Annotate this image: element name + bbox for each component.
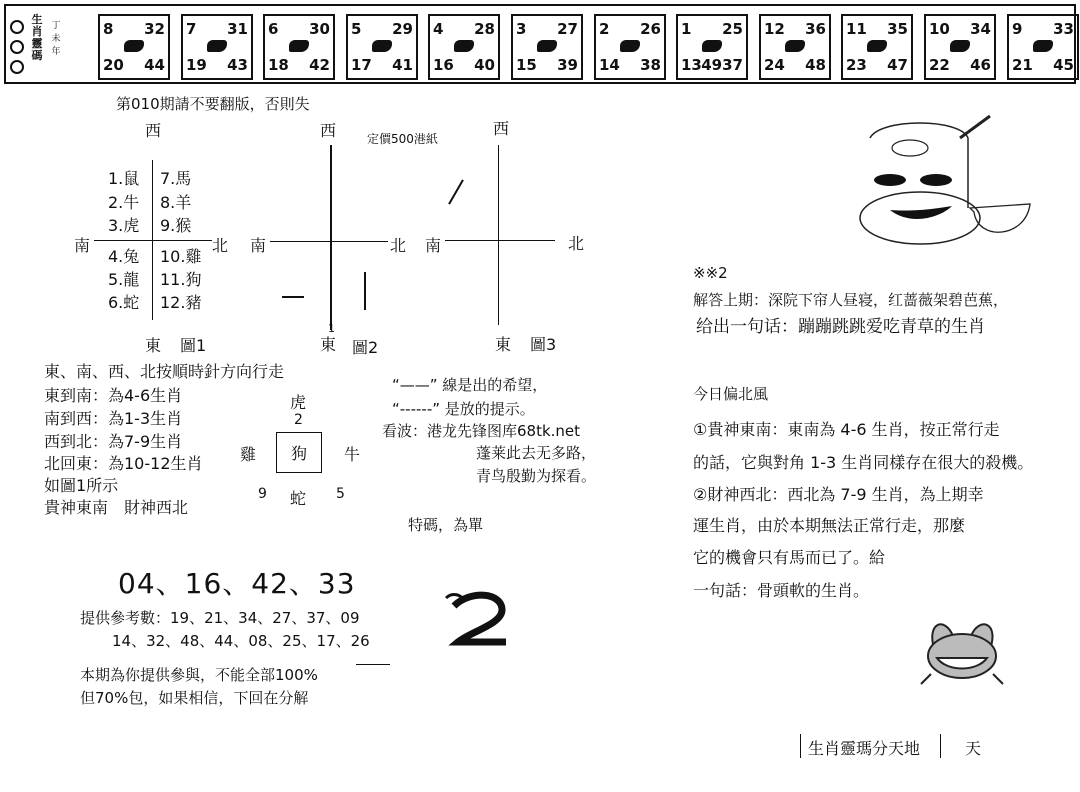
dragon-two-emblem: [440, 588, 520, 648]
zodiac-number-box: [924, 14, 996, 80]
box-number: 22: [929, 56, 950, 74]
hint-source: 看波：港龙先锋图库68tk.net: [382, 422, 581, 440]
box-number: 48: [805, 56, 826, 74]
zodiac-animal-icon: [372, 40, 392, 52]
zodiac-item: 3.虎: [108, 216, 140, 235]
rule-line: 西到北：為7-9生肖: [44, 432, 183, 451]
box-number: 10: [929, 20, 950, 38]
box-number: 14: [599, 56, 620, 74]
analysis-line: ①貴神東南：東南為 4-6 生肖，按正常行走: [693, 420, 1000, 439]
ring-icon: [10, 20, 24, 34]
cross-bottom: 蛇: [290, 489, 307, 508]
poem-line: 青鸟殷勤为探看。: [476, 467, 597, 485]
binder-rings: [10, 20, 24, 80]
zodiac-item: 7.馬: [160, 169, 192, 188]
box-number: 2: [599, 20, 610, 38]
analysis-line: 它的機會只有馬而已了。給: [693, 548, 886, 567]
box-number: 3: [516, 20, 527, 38]
cross-top-num: 2: [294, 412, 303, 428]
cross-center: 狗: [276, 432, 322, 473]
box-number: 47: [887, 56, 908, 74]
box-number: 15: [516, 56, 537, 74]
cross-left: 雞: [240, 445, 257, 464]
fig2-hint-line: [364, 272, 366, 310]
zodiac-animal-icon: [950, 40, 970, 52]
fig3-south: 南: [425, 236, 442, 255]
analysis-line: ②財神西北：西北為 7-9 生肖，為上期幸: [693, 485, 984, 504]
zodiac-number-box: [841, 14, 913, 80]
box-number: 40: [474, 56, 495, 74]
box-number: 39: [557, 56, 578, 74]
box-number: 36: [805, 20, 826, 38]
rule-line: 東、南、西、北按順時針方向行走: [44, 362, 285, 381]
fig2-east: 東: [320, 335, 337, 354]
zodiac-item: 10.雞: [160, 247, 202, 266]
fig1-caption: 圖1: [180, 336, 207, 355]
fig3-horizontal-axis: [445, 240, 555, 241]
fig3-east: 東: [495, 335, 512, 354]
zodiac-animal-icon: [702, 40, 722, 52]
box-number: 4937: [701, 56, 743, 74]
fig1-south: 南: [74, 236, 91, 255]
footer-tian: 天: [965, 739, 982, 758]
box-number: 38: [640, 56, 661, 74]
box-number: 13: [681, 56, 702, 74]
zodiac-item: 1.鼠: [108, 169, 140, 188]
zodiac-number-box: [98, 14, 170, 80]
zodiac-animal-icon: [867, 40, 887, 52]
box-number: 46: [970, 56, 991, 74]
zodiac-number-box: [346, 14, 418, 80]
box-number: 18: [268, 56, 289, 74]
fig2-north: 北: [390, 236, 407, 255]
box-number: 29: [392, 20, 413, 38]
zodiac-animal-icon: [537, 40, 557, 52]
fig2-mark: 1: [328, 322, 335, 335]
box-number: 35: [887, 20, 908, 38]
ring-icon: [10, 60, 24, 74]
zodiac-number-box: [428, 14, 500, 80]
fig1-horizontal-axis: [94, 240, 212, 241]
rule-line: 南到西：為1-3生肖: [44, 409, 183, 428]
box-number: 31: [227, 20, 248, 38]
zodiac-animal-icon: [1033, 40, 1053, 52]
analysis-line: 運生肖，由於本期無法正常行走，那麼: [693, 516, 966, 535]
rule-line: 東到南：為4-6生肖: [44, 386, 183, 405]
fig3-west: 西: [493, 119, 510, 138]
fig3-caption: 圖3: [530, 335, 557, 354]
reference-numbers: 提供參考數：19、21、34、27、37、09: [80, 609, 360, 627]
zodiac-item: 4.兔: [108, 247, 140, 266]
header-title: 生肖靈碼: [31, 13, 43, 62]
box-number: 42: [309, 56, 330, 74]
poem-line: 蓬莱此去无多路，: [476, 444, 597, 462]
box-number: 41: [392, 56, 413, 74]
fig2-south: 南: [250, 236, 267, 255]
hint-line: “——” 線是出的希望，: [392, 376, 548, 394]
box-number: 1: [681, 20, 692, 38]
box-number: 34: [970, 20, 991, 38]
zodiac-item: 8.羊: [160, 193, 192, 212]
pig-cartoon-illustration: [850, 108, 1035, 248]
box-number: 33: [1053, 20, 1074, 38]
footer-divider-right: [940, 734, 941, 758]
cross-bottom-right: 5: [336, 486, 345, 502]
cross-right: 牛: [344, 445, 361, 464]
fig3-vertical-axis: [498, 145, 499, 325]
fig1-east: 東: [145, 336, 162, 355]
box-number: 44: [144, 56, 165, 74]
box-number: 17: [351, 56, 372, 74]
zodiac-animal-icon: [620, 40, 640, 52]
box-number: 20: [103, 56, 124, 74]
zodiac-number-box: [759, 14, 831, 80]
answer-sentence: 给出一句话：蹦蹦跳跳爱吃青草的生肖: [696, 317, 985, 337]
cross-top: 虎: [290, 393, 307, 412]
zodiac-number-box: [1007, 14, 1079, 80]
footer-note: 但70%包，如果相信，下回在分解: [80, 689, 309, 707]
fig3-north: 北: [568, 234, 585, 253]
box-number: 32: [144, 20, 165, 38]
frog-cartoon-illustration: [915, 612, 1010, 692]
zodiac-item: 6.蛇: [108, 293, 140, 312]
cross-bottom-left: 9: [258, 486, 267, 502]
box-number: 43: [227, 56, 248, 74]
zodiac-item: 5.龍: [108, 270, 140, 289]
zodiac-animal-icon: [124, 40, 144, 52]
fig3-slash: [448, 179, 464, 204]
analysis-line: 一句話：骨頭軟的生肖。: [693, 581, 870, 600]
zodiac-animal-icon: [207, 40, 227, 52]
hint-line: “------” 是放的提示。: [392, 400, 535, 418]
footer-title: 生肖靈瑪分天地: [808, 739, 921, 758]
fig1-north: 北: [212, 236, 229, 255]
rule-line: 貴神東南 財神西北: [44, 498, 189, 517]
answer-riddle: 解答上期：深院下帘人昼寝，红蔷薇架碧芭蕉，: [693, 291, 1009, 309]
zodiac-item: 9.猴: [160, 216, 192, 235]
zodiac-number-header: [4, 4, 1076, 84]
fig2-hint-dash: [282, 296, 304, 298]
zodiac-number-box: [263, 14, 335, 80]
box-number: 8: [103, 20, 114, 38]
zodiac-number-box: [511, 14, 583, 80]
box-number: 25: [722, 20, 743, 38]
footer-divider-left: [800, 734, 801, 758]
box-number: 26: [640, 20, 661, 38]
box-number: 5: [351, 20, 362, 38]
box-number: 24: [764, 56, 785, 74]
wind-note: 今日偏北風: [693, 385, 769, 403]
zodiac-item: 2.牛: [108, 193, 140, 212]
fig2-west: 西: [320, 121, 337, 140]
box-number: 16: [433, 56, 454, 74]
issue-notice: 第010期請不要翻版，否則失: [116, 95, 310, 113]
fig1-west: 西: [145, 121, 162, 140]
zodiac-animal-icon: [785, 40, 805, 52]
box-number: 21: [1012, 56, 1033, 74]
zodiac-number-box: [594, 14, 666, 80]
box-number: 6: [268, 20, 279, 38]
main-numbers: 04、16、42、33: [118, 567, 356, 600]
rule-line: 如圖1所示: [44, 476, 119, 495]
fig2-vertical-axis: [330, 145, 332, 330]
zodiac-number-box: [181, 14, 253, 80]
box-number: 9: [1012, 20, 1023, 38]
zodiac-animal-icon: [454, 40, 474, 52]
box-number: 23: [846, 56, 867, 74]
zodiac-item: 11.狗: [160, 270, 202, 289]
special-code: 特碼，為單: [408, 516, 484, 534]
footer-rule: [356, 664, 390, 665]
box-number: 30: [309, 20, 330, 38]
box-number: 7: [186, 20, 197, 38]
fig2-caption: 圖2: [352, 338, 379, 357]
fig2-horizontal-axis: [270, 241, 388, 242]
rule-line: 北回東：為10-12生肖: [44, 454, 203, 473]
box-number: 11: [846, 20, 867, 38]
box-number: 19: [186, 56, 207, 74]
fig1-vertical-axis: [152, 160, 153, 320]
price-label: 定價500港紙: [367, 132, 438, 146]
zodiac-animal-icon: [289, 40, 309, 52]
box-number: 45: [1053, 56, 1074, 74]
marker: ※※2: [693, 264, 728, 282]
analysis-line: 的話，它與對角 1-3 生肖同樣存在很大的殺機。: [693, 453, 1034, 472]
zodiac-item: 12.豬: [160, 293, 202, 312]
zodiac-number-box: [676, 14, 748, 80]
box-number: 27: [557, 20, 578, 38]
ring-icon: [10, 40, 24, 54]
box-number: 28: [474, 20, 495, 38]
reference-numbers-line2: 14、32、48、44、08、25、17、26: [112, 632, 370, 650]
box-number: 4: [433, 20, 444, 38]
box-number: 12: [764, 20, 785, 38]
header-year: 丁未年: [51, 21, 61, 57]
footer-note: 本期為你提供參與，不能全部100%: [80, 666, 318, 684]
